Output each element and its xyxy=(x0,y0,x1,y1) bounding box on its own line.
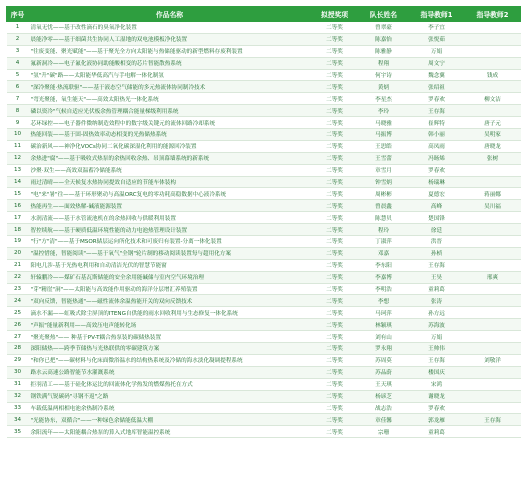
row-award: 二等奖 xyxy=(311,140,359,152)
row-work-name: 磷以资冷"气候自适应光伏板余热管理耦合能量梯级利用系统 xyxy=(29,105,311,117)
row-advisor-2 xyxy=(465,247,521,259)
row-index: 28 xyxy=(7,343,29,355)
row-leader: 程玲 xyxy=(359,224,409,236)
row-advisor-1: 王昊 xyxy=(409,271,465,283)
row-advisor-1: 万娟 xyxy=(409,45,465,57)
header-leader: 队长姓名 xyxy=(359,7,409,22)
row-advisor-2 xyxy=(465,283,521,295)
row-leader: 丁淑萍 xyxy=(359,236,409,248)
table-row xyxy=(7,378,521,390)
row-advisor-2: 钱成 xyxy=(465,69,521,81)
row-leader: 马珂萍 xyxy=(359,307,409,319)
row-leader: 杨谚芝 xyxy=(359,390,409,402)
row-index: 23 xyxy=(7,283,29,295)
row-index: 29 xyxy=(7,354,29,366)
row-leader: 曾晨鑫 xyxy=(359,200,409,212)
row-leader: 马振博 xyxy=(359,129,409,141)
row-index: 15 xyxy=(7,188,29,200)
row-leader: 章佳馨 xyxy=(359,414,409,426)
row-index: 3 xyxy=(7,45,29,57)
row-advisor-1: 张绍祖 xyxy=(409,81,465,93)
row-advisor-2 xyxy=(465,236,521,248)
row-leader: 李嘉博 xyxy=(359,271,409,283)
row-leader: 程翔 xyxy=(359,57,409,69)
row-advisor-2 xyxy=(465,164,521,176)
table-row xyxy=(7,295,521,307)
row-advisor-1: 罗春欢 xyxy=(409,402,465,414)
row-index: 17 xyxy=(7,212,29,224)
row-index: 5 xyxy=(7,69,29,81)
row-leader: 罗永翔 xyxy=(359,343,409,355)
row-work-name: 雨过清晴——全天候复水热协同提效自适应的节能车体装构 xyxy=(29,176,311,188)
row-advisor-2: 邢爽 xyxy=(465,271,521,283)
row-index: 27 xyxy=(7,331,29,343)
row-work-name: "温控惜能，智能阅读"——基于氧气"全钢"轮片制的移动阅读装置每与超用化方案 xyxy=(29,247,311,259)
row-award: 二等奖 xyxy=(311,390,359,402)
row-leader: 苏品蔚 xyxy=(359,366,409,378)
row-leader: 何宇诗 xyxy=(359,69,409,81)
row-award: 二等奖 xyxy=(311,307,359,319)
row-advisor-1: 王存海 xyxy=(409,354,465,366)
row-award: 二等奖 xyxy=(311,366,359,378)
table-row xyxy=(7,57,521,69)
row-index: 31 xyxy=(7,378,29,390)
header-work-name: 作品名称 xyxy=(29,7,311,22)
row-work-name: "双向反馈，智能热通"——磁性流体余温热能开关的双向反馈技术 xyxy=(29,295,311,307)
row-work-name: "深冷聚能·热流联驱"——基于液态空气储能的多元热流体协同制冷技术 xyxy=(29,81,311,93)
row-award: 二等奖 xyxy=(311,283,359,295)
row-advisor-1: 宋鸿 xyxy=(409,378,465,390)
row-work-name: "聚光聚热"—— 种基于PV-T耦合热泵装的碳储热装置 xyxy=(29,331,311,343)
table-row xyxy=(7,81,521,93)
row-index: 30 xyxy=(7,366,29,378)
row-work-name: 热能回装——基于固-固热效率动态相变的光热储热系统 xyxy=(29,129,311,141)
row-advisor-1: 万娟 xyxy=(409,331,465,343)
row-advisor-2 xyxy=(465,426,521,438)
row-work-name: "往废变能、聚光赋能"——基于聚光全方向太阳能与热储能驱动的新型燃料存废利装置 xyxy=(29,45,311,57)
header-index: 序号 xyxy=(7,7,29,22)
row-award: 二等奖 xyxy=(311,45,359,57)
row-advisor-1: 夏德宏 xyxy=(409,188,465,200)
row-advisor-1: 李子宜 xyxy=(409,22,465,34)
row-advisor-2 xyxy=(465,45,521,57)
row-work-name: 沙聚·双生——高效双温蓄冷储能系统 xyxy=(29,164,311,176)
table-row xyxy=(7,426,521,438)
row-work-name: 智控续航——基于硬质低温环境性能的动力电池热管理设计装置 xyxy=(29,224,311,236)
table-row xyxy=(7,152,521,164)
row-advisor-2 xyxy=(465,390,521,402)
table-row xyxy=(7,366,521,378)
row-work-name: 路水云高速公路智能节水灌溉系统 xyxy=(29,366,311,378)
row-leader: 钟雪炳 xyxy=(359,176,409,188)
row-advisor-1: 杨瑞琳 xyxy=(409,176,465,188)
row-work-name: 碳治新风——神净化VOCs协同二氧化碳深湿化利用的能源回冷装置 xyxy=(29,140,311,152)
table-row xyxy=(7,22,521,34)
row-advisor-2 xyxy=(465,105,521,117)
table-row xyxy=(7,176,521,188)
row-work-name: "光能协东，双循合"——一种绿色余储能低温大棚 xyxy=(29,414,311,426)
row-index: 10 xyxy=(7,129,29,141)
row-leader: 曾翠豪 xyxy=(359,22,409,34)
table-row xyxy=(7,247,521,259)
header-award: 拟授奖项 xyxy=(311,7,359,22)
row-advisor-2 xyxy=(465,176,521,188)
row-work-name: "弯光聚能，氧生能天"——高效太阳热光一体化系统 xyxy=(29,93,311,105)
row-leader: 章雪月 xyxy=(359,164,409,176)
row-advisor-1: 洪晋 xyxy=(409,236,465,248)
row-advisor-1: 魏念翼 xyxy=(409,69,465,81)
header-advisor-1: 指导教师1 xyxy=(409,7,465,22)
row-index: 33 xyxy=(7,402,29,414)
row-advisor-2 xyxy=(465,295,521,307)
row-index: 11 xyxy=(7,140,29,152)
row-index: 19 xyxy=(7,236,29,248)
header-advisor-2: 指导教师2 xyxy=(465,7,521,22)
row-index: 34 xyxy=(7,414,29,426)
row-advisor-1: 韩小丽 xyxy=(409,129,465,141)
row-work-name: "氢"升"碳"路——太阳能华低高汽与手电解一体化制氢 xyxy=(29,69,311,81)
row-index: 16 xyxy=(7,200,29,212)
row-award: 二等奖 xyxy=(311,57,359,69)
row-leader: 刘有山 xyxy=(359,331,409,343)
row-advisor-2 xyxy=(465,259,521,271)
row-advisor-1: 王帅伟 xyxy=(409,343,465,355)
table-row xyxy=(7,319,521,331)
row-advisor-1: 周文宁 xyxy=(409,57,465,69)
row-award: 二等奖 xyxy=(311,378,359,390)
table-row xyxy=(7,200,521,212)
row-advisor-1: 高峰 xyxy=(409,200,465,212)
row-award: 二等奖 xyxy=(311,426,359,438)
row-advisor-2: 吴川福 xyxy=(465,200,521,212)
table-row xyxy=(7,69,521,81)
row-leader: 王雪蕾 xyxy=(359,152,409,164)
row-advisor-1: 楼国庆 xyxy=(409,366,465,378)
row-work-name: 热能再生——面效热解-碱液能源装置 xyxy=(29,200,311,212)
row-advisor-1: 谢晓龙 xyxy=(409,390,465,402)
row-index: 12 xyxy=(7,152,29,164)
row-work-name: 芯环绿控——电子器件微纳制造效程中的数字级关键元的流体回路冷却系统 xyxy=(29,117,311,129)
row-advisor-2: 唐晓龙 xyxy=(465,140,521,152)
row-award: 二等奖 xyxy=(311,319,359,331)
row-index: 18 xyxy=(7,224,29,236)
row-advisor-2 xyxy=(465,366,521,378)
row-advisor-1: 张悦茹 xyxy=(409,33,465,45)
row-index: 24 xyxy=(7,295,29,307)
row-advisor-1: 童莉葛 xyxy=(409,283,465,295)
row-leader: 陈嘉怡 xyxy=(359,33,409,45)
table-row xyxy=(7,129,521,141)
row-leader: 李想 xyxy=(359,295,409,307)
row-index: 4 xyxy=(7,57,29,69)
row-advisor-2 xyxy=(465,402,521,414)
row-award: 二等奖 xyxy=(311,69,359,81)
row-advisor-1: 高凤雨 xyxy=(409,140,465,152)
row-advisor-2 xyxy=(465,22,521,34)
row-leader: 林颖琪 xyxy=(359,319,409,331)
row-award: 二等奖 xyxy=(311,354,359,366)
table-row xyxy=(7,117,521,129)
row-award: 二等奖 xyxy=(311,176,359,188)
row-award: 二等奖 xyxy=(311,93,359,105)
row-work-name: 水润清流——基于水管流池机在的余热回收与供暖利用装置 xyxy=(29,212,311,224)
row-award: 二等奖 xyxy=(311,22,359,34)
row-work-name: "声振"能量新利用——高效压电声能转化场 xyxy=(29,319,311,331)
row-leader: 黄炳 xyxy=(359,81,409,93)
row-award: 二等奖 xyxy=(311,236,359,248)
row-leader: 陈慧贝 xyxy=(359,212,409,224)
row-leader: 李明浩 xyxy=(359,283,409,295)
row-leader: 宗珊 xyxy=(359,426,409,438)
row-leader: 王天琪 xyxy=(359,378,409,390)
row-index: 21 xyxy=(7,259,29,271)
row-advisor-1: 孙桢 xyxy=(409,247,465,259)
row-leader: 李玲 xyxy=(359,105,409,117)
row-award: 二等奖 xyxy=(311,331,359,343)
row-work-name: "行"方"清"——基于MSOR储层运向所化技术和可废归有装置-分离一体化装置 xyxy=(29,236,311,248)
row-index: 25 xyxy=(7,307,29,319)
row-advisor-2: 蒋丽娜 xyxy=(465,188,521,200)
table-row xyxy=(7,283,521,295)
table-row xyxy=(7,354,521,366)
row-advisor-1: 罗春欢 xyxy=(409,93,465,105)
row-advisor-2 xyxy=(465,319,521,331)
row-index: 22 xyxy=(7,271,29,283)
row-work-name: "电"来"暑"往——基于环形聚动与高温ORC复电的零功耗高稳数据中心液冷系统 xyxy=(29,188,311,200)
row-advisor-2: 柳文洁 xyxy=(465,93,521,105)
row-advisor-2 xyxy=(465,81,521,93)
row-leader: 王思皓 xyxy=(359,140,409,152)
row-index: 7 xyxy=(7,93,29,105)
row-award: 二等奖 xyxy=(311,212,359,224)
row-advisor-1: 罗春欢 xyxy=(409,164,465,176)
table-row xyxy=(7,105,521,117)
row-index: 1 xyxy=(7,22,29,34)
row-award: 二等奖 xyxy=(311,224,359,236)
row-advisor-2 xyxy=(465,57,521,69)
row-leader: 李东阳 xyxy=(359,259,409,271)
row-advisor-2: 吴明家 xyxy=(465,129,521,141)
table-row xyxy=(7,188,521,200)
table-row xyxy=(7,164,521,176)
table-row xyxy=(7,140,521,152)
row-advisor-1: 王存海 xyxy=(409,105,465,117)
row-advisor-2: 刘敬洋 xyxy=(465,354,521,366)
row-advisor-1: 张涛 xyxy=(409,295,465,307)
row-work-name: 深阳储热——跨季节储热与光热联供的零碳建筑方案 xyxy=(29,343,311,355)
row-advisor-2 xyxy=(465,343,521,355)
row-advisor-2 xyxy=(465,331,521,343)
table-row xyxy=(7,402,521,414)
row-advisor-1: 楚国锋 xyxy=(409,212,465,224)
table-row xyxy=(7,259,521,271)
row-advisor-1: 王存海 xyxy=(409,259,465,271)
row-work-name: 余热进"腐"——基于吸收式热泵的余热回收余热、吊顶幕墙系统的新系统 xyxy=(29,152,311,164)
row-award: 二等奖 xyxy=(311,402,359,414)
row-advisor-1: 郭龙雁 xyxy=(409,414,465,426)
row-leader: 战志浩 xyxy=(359,402,409,414)
row-work-name: "芽"精崖"洞"——太阳能与高效能作用驱动的海洋分层增汇养殖装置 xyxy=(29,283,311,295)
row-advisor-1: 孙方远 xyxy=(409,307,465,319)
row-advisor-2 xyxy=(465,378,521,390)
row-index: 9 xyxy=(7,117,29,129)
table-row xyxy=(7,307,521,319)
row-award: 二等奖 xyxy=(311,343,359,355)
table-row xyxy=(7,212,521,224)
row-index: 20 xyxy=(7,247,29,259)
row-index: 8 xyxy=(7,105,29,117)
row-leader: 马晓雅 xyxy=(359,117,409,129)
row-advisor-2: 王存海 xyxy=(465,414,521,426)
row-work-name: 阳电几涉-基于光热电利用和自动清洁光伏的智慧节能窗 xyxy=(29,259,311,271)
row-award: 二等奖 xyxy=(311,259,359,271)
row-work-name: "和你已把"——碳材料与化床面微浴温水的结构热系统及冷储的海水淡化凝调提程系统 xyxy=(29,354,311,366)
row-award: 二等奖 xyxy=(311,105,359,117)
row-award: 二等奖 xyxy=(311,295,359,307)
row-leader: 苏周莫 xyxy=(359,354,409,366)
row-advisor-2: 张树 xyxy=(465,152,521,164)
row-award: 二等奖 xyxy=(311,164,359,176)
row-advisor-1: 苏海波 xyxy=(409,319,465,331)
row-award: 二等奖 xyxy=(311,200,359,212)
row-award: 二等奖 xyxy=(311,152,359,164)
row-leader: 陈雅静 xyxy=(359,45,409,57)
row-award: 二等奖 xyxy=(311,33,359,45)
row-work-name: 氟新洞冷——电子氟化液协同助能酸相变的芯片智能散热系统 xyxy=(29,57,311,69)
table-header-row xyxy=(7,7,521,22)
row-work-name: 轩辕鹏冷——煤矿石基瓦斯储能的安全余用能碱储与室内空气环境治理 xyxy=(29,271,311,283)
row-leader: 周彬彬 xyxy=(359,188,409,200)
row-advisor-2 xyxy=(465,33,521,45)
table-row xyxy=(7,271,521,283)
row-index: 32 xyxy=(7,390,29,402)
row-award: 二等奖 xyxy=(311,247,359,259)
row-award: 二等奖 xyxy=(311,414,359,426)
row-advisor-2 xyxy=(465,224,521,236)
row-work-name: 晨能净零——基于细菌共生协同人工湿地的双电池模板净化装置 xyxy=(29,33,311,45)
table-row xyxy=(7,93,521,105)
row-index: 14 xyxy=(7,176,29,188)
table-row xyxy=(7,414,521,426)
table-row xyxy=(7,45,521,57)
row-index: 35 xyxy=(7,426,29,438)
row-leader: 邓嘉 xyxy=(359,247,409,259)
row-index: 26 xyxy=(7,319,29,331)
row-award: 二等奖 xyxy=(311,117,359,129)
row-advisor-1: 童莉葛 xyxy=(409,426,465,438)
row-advisor-2 xyxy=(465,307,521,319)
row-award: 二等奖 xyxy=(311,129,359,141)
table-row xyxy=(7,331,521,343)
row-advisor-2 xyxy=(465,212,521,224)
row-index: 2 xyxy=(7,33,29,45)
row-index: 13 xyxy=(7,164,29,176)
row-award: 二等奖 xyxy=(311,188,359,200)
row-advisor-2: 唐子元 xyxy=(465,117,521,129)
row-award: 二等奖 xyxy=(311,81,359,93)
award-table xyxy=(6,6,521,438)
row-advisor-1: 崔辉特 xyxy=(409,117,465,129)
row-work-name: 车载低温两相相电池余热制冷系统 xyxy=(29,402,311,414)
row-work-name: 余阳流年——太阳能耦合热泵的算入式地库智能温控系统 xyxy=(29,426,311,438)
row-index: 6 xyxy=(7,81,29,93)
row-leader: 李星杰 xyxy=(359,93,409,105)
row-work-name: 滴水不漏——虹吸式除尘屏顶的ITENG自供能的雨水回收利用与生态修复一体化系统 xyxy=(29,307,311,319)
table-row xyxy=(7,224,521,236)
row-advisor-1: 冯旸烯 xyxy=(409,152,465,164)
row-award: 二等奖 xyxy=(311,271,359,283)
table-row xyxy=(7,236,521,248)
table-row xyxy=(7,390,521,402)
row-work-name: 清氧无忧——基于改性滴石的臭氧净化装置 xyxy=(29,22,311,34)
row-work-name: 钢铁满气锐碳码"寻钢不返"之路 xyxy=(29,390,311,402)
table-row xyxy=(7,33,521,45)
row-advisor-1: 徐廷 xyxy=(409,224,465,236)
table-row xyxy=(7,343,521,355)
row-work-name: 拒羽清工——基于硅化体运比的回流体化学热发的燃煤热托在方式 xyxy=(29,378,311,390)
